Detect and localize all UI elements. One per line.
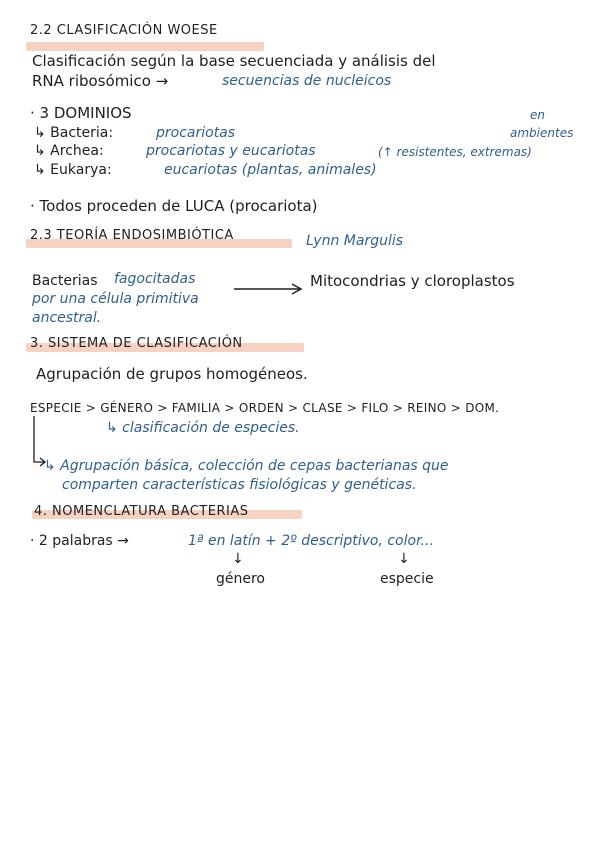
s4-arrow-especie: ↓ (398, 551, 410, 567)
s23-left-black: Bacterias (32, 273, 98, 289)
s4-arrow-genero: ↓ (232, 551, 244, 567)
archea-value: procariotas y eucariotas (146, 143, 316, 159)
bacteria-value: procariotas (156, 125, 236, 141)
s22-line2-black: RNA ribosómico → (32, 72, 169, 90)
en-ambientes-1: en (530, 108, 545, 122)
s3-hierarchy: ESPECIE > GÉNERO > FAMILIA > ORDEN > CLASE > FILO > REINO > DOM. (30, 401, 500, 415)
section-3-title: 3. SISTEMA DE CLASIFICACIÓN (30, 336, 243, 351)
section-23-title: 2.3 TEORÍA ENDOSIMBIÓTICA (30, 228, 234, 243)
s22-line2-blue: secuencias de nucleicos (222, 73, 392, 89)
s23-left-blue1: fagocitadas (114, 271, 196, 287)
eukarya-label: ↳ Eukarya: (34, 162, 112, 178)
archea-label: ↳ Archea: (34, 143, 104, 159)
s23-left-blue2: por una célula primitiva (32, 291, 199, 307)
arrow-s3-bracket (34, 416, 44, 462)
s23-author: Lynn Margulis (306, 233, 404, 249)
section-22-title: 2.2 CLASIFICACIÓN WOESE (30, 23, 218, 38)
s4-especie: especie (380, 571, 434, 587)
s4-genero: género (216, 571, 265, 587)
s3-sub2b: comparten características fisiológicas y genéticas. (62, 477, 417, 493)
luca-line: · Todos proceden de LUCA (procariota) (30, 197, 318, 215)
s4-line-blue: 1ª en latín + 2º descriptivo, color... (188, 533, 434, 549)
section-4-title: 4. NOMENCLATURA BACTERIAS (34, 504, 249, 519)
eukarya-value: eucariotas (plantas, animales) (164, 162, 377, 178)
s23-right: Mitocondrias y cloroplastos (310, 272, 515, 290)
en-ambientes-2: ambientes (510, 126, 574, 140)
s3-sub2a: ↳ Agrupación básica, colección de cepas bacterianas que (44, 458, 449, 474)
s3-sub1: ↳ clasificación de especies. (106, 420, 300, 436)
archea-note: (↑ resistentes, extremas) (378, 145, 532, 159)
dominios-label: · 3 DOMINIOS (30, 104, 132, 122)
s23-left-blue3: ancestral. (32, 310, 102, 326)
s3-line1: Agrupación de grupos homogéneos. (36, 365, 308, 383)
s4-line-black: · 2 palabras → (30, 533, 129, 549)
s22-line1: Clasificación según la base secuenciada y análisis del (32, 52, 436, 70)
bacteria-label: ↳ Bacteria: (34, 125, 114, 141)
